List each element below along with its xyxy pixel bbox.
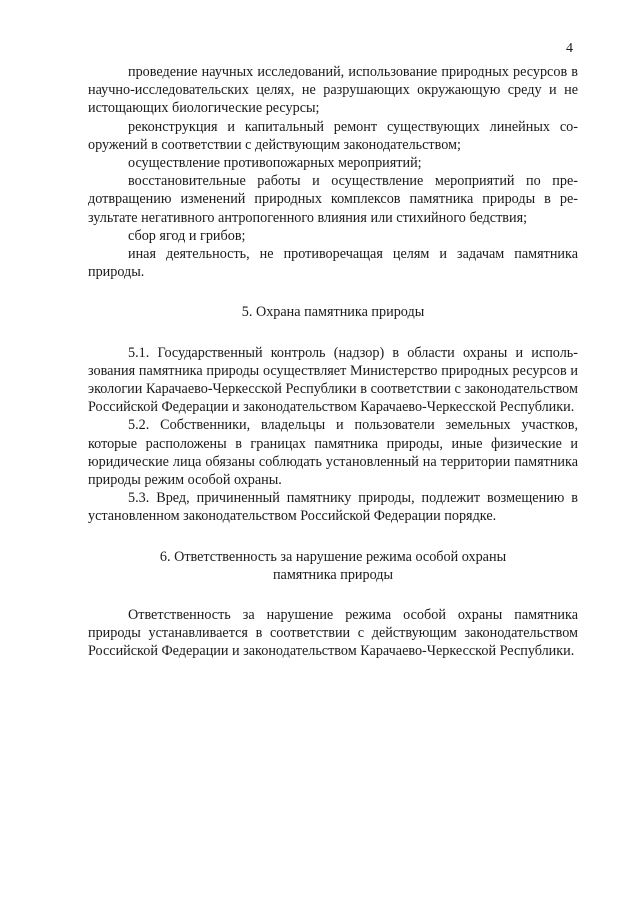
paragraph-5-2: 5.2. Собственники, владельцы и пользователи земельных участков, которые расположены в границах памятника природы, иные физические и юридические лица обязаны соблюдать установленный на территории памятника природы режим особой охраны. — [88, 417, 578, 489]
list-item: реконструкция и капитальный ремонт существующих линейных сооружений в соответствии с действующим законодательством; — [88, 118, 578, 153]
list-item: осуществление противопожарных мероприятий; — [128, 155, 422, 172]
list-item: проведение научных исследований, использование природных ресурсов в научно-исследовательских целях, не разрушающих окружающую среду и не истощающих биологические ресурсы; — [88, 64, 578, 117]
paragraph-5-3: 5.3. Вред, причиненный памятнику природы, подлежит возмещению в установленном законодательством Российской Федерации порядке. — [88, 490, 578, 525]
list-item: восстановительные работы и осуществление мероприятий по предотвращению изменений природных комплексов памятника природы в результате негативного антропогенного влияния или стихийного бедствия; — [88, 173, 578, 226]
section-6-heading-line-2: памятника природы — [272, 566, 394, 583]
page-number: 4 — [566, 41, 573, 56]
list-item: сбор ягод и грибов; — [128, 227, 246, 244]
section-5-body — [88, 344, 578, 526]
paragraph-5-1: 5.1. Государственный контроль (надзор) в области охраны и использования памятника природы осуществляет Министерство природных ресурсов и экологии Карачаево-Черкесской Республики в соответствии с законодательством Российской Федерации и законодательством Карачаево-Черкесской Республики. — [88, 344, 578, 416]
section-5-heading: 5. Охрана памятника природы — [241, 304, 425, 321]
document-body — [88, 63, 578, 661]
section-6-heading-line-1: 6. Ответственность за нарушение режима особой охраны — [159, 548, 507, 565]
list-item: иная деятельность, не противоречащая целям и задачам памятника природы. — [88, 246, 578, 281]
section-6-heading — [88, 548, 578, 584]
paragraph-6: Ответственность за нарушение режима особой охраны памятника природы устанавливается в соответствии с действующим законодательством Российской Федерации и законодательством Карачаево-Черкесской Республики. — [88, 607, 578, 660]
